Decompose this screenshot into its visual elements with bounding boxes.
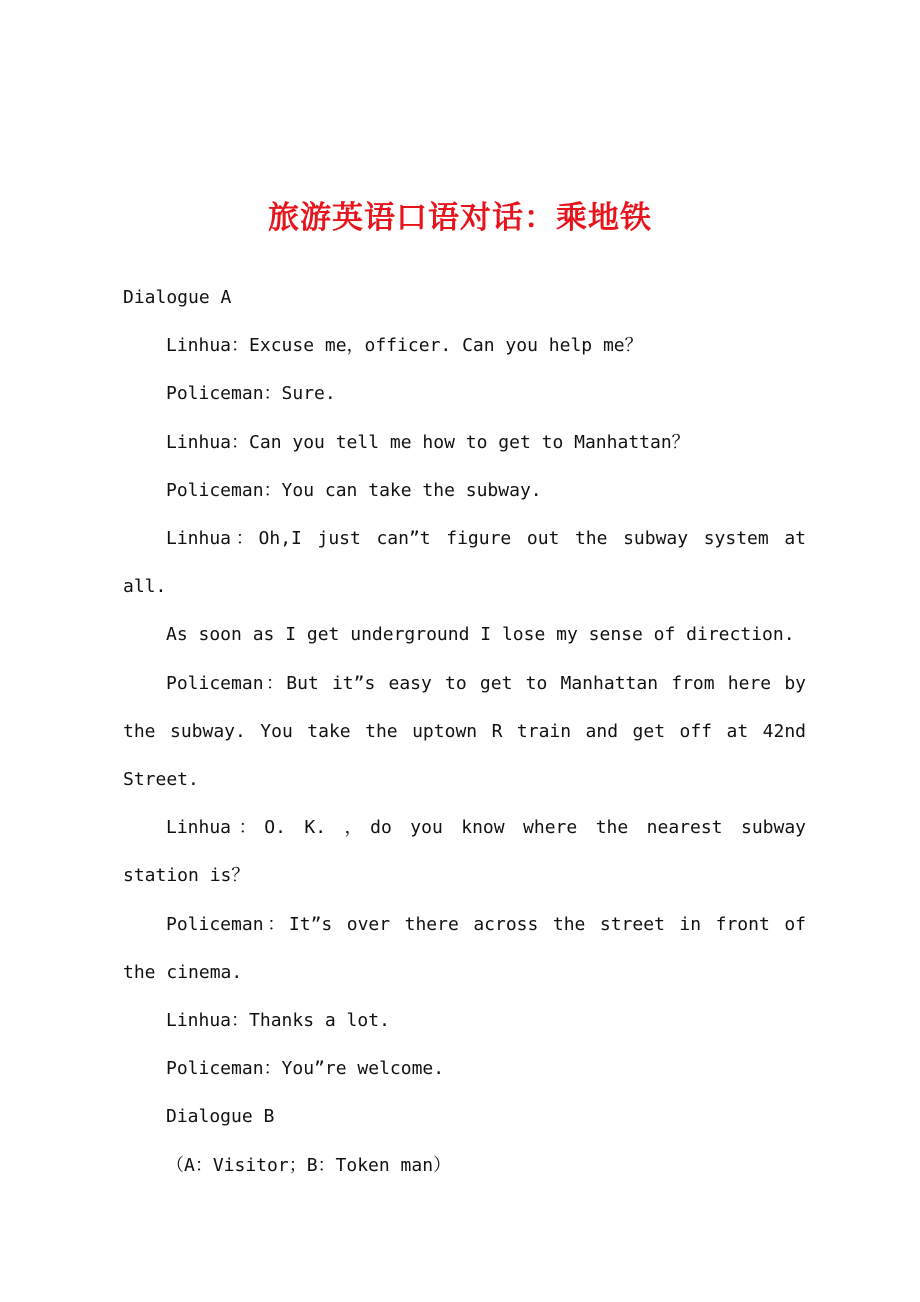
dialogue-line: Policeman：Sure.: [166, 383, 336, 405]
section-heading-dialogue-a: Dialogue A: [123, 287, 232, 308]
dialogue-line: Policeman：It”s over there across the street in front of the cinema.: [123, 913, 817, 983]
section-heading-dialogue-b: Dialogue B: [166, 1106, 275, 1128]
dialogue-line: Policeman：You can take the subway.: [166, 479, 542, 501]
dialogue-text: [123, 274, 817, 1190]
dialogue-line: Linhua：Oh,I just can”t figure out the subway system at all.: [123, 528, 817, 598]
dialogue-line: Linhua：Thanks a lot.: [166, 1010, 390, 1032]
dialogue-line: Linhua：Excuse me，officer. Can you help me？: [166, 335, 643, 357]
speaker-legend: （A：Visitor；B：Token man）: [166, 1154, 452, 1176]
dialogue-line: As soon as I get underground I lose my sense of direction.: [166, 624, 795, 646]
page-title: 旅游英语口语对话：乘地铁: [268, 200, 652, 236]
dialogue-line: Policeman：But it”s easy to get to Manhattan from here by the subway. You take the uptown R train and get off at 42nd Street.: [123, 672, 817, 791]
dialogue-line: Policeman：You”re welcome.: [166, 1058, 445, 1080]
dialogue-line: Linhua：Can you tell me how to get to Manhattan？: [166, 431, 690, 453]
dialogue-line: Linhua：O. K. ，do you know where the nearest subway station is？: [123, 817, 817, 887]
